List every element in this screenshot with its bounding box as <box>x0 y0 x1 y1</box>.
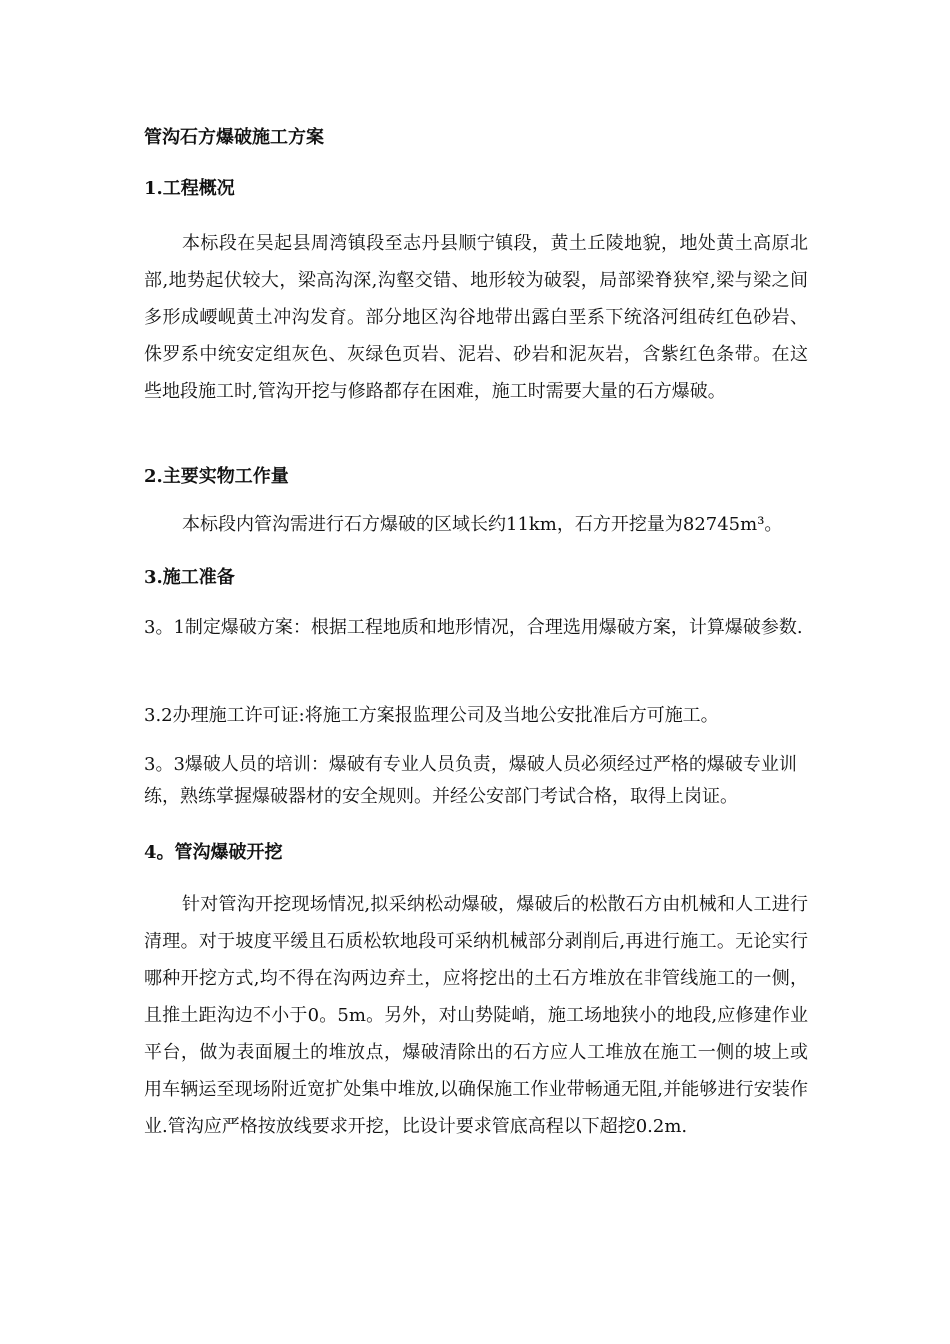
section-heading-workload: 2.主要实物工作量 <box>144 466 289 487</box>
overview-paragraph: 本标段在吴起县周湾镇段至志丹县顺宁镇段，黄土丘陵地貌，地处黄土高原北部,地势起伏较大，梁高沟深,沟壑交错、地形较为破裂，局部梁脊狭窄,梁与梁之间多形成崾岘黄土冲沟发育。部分地区沟谷地带出露白垩系下统洛河组砖红色砂岩、侏罗系中统安定组灰色、灰绿色页岩、泥岩、砂岩和泥灰岩，含紫红色条带。在这些地段施工时,管沟开挖与修路都存在困难，施工时需要大量的石方爆破。 <box>144 233 808 402</box>
section-heading-preparation: 3.施工准备 <box>144 567 235 588</box>
preparation-item-1: 3。1制定爆破方案：根据工程地质和地形情况，合理选用爆破方案，计算爆破参数. <box>144 617 803 638</box>
document-title: 管沟石方爆破施工方案 <box>144 127 324 148</box>
section-heading-overview: 1.工程概况 <box>144 178 235 199</box>
preparation-item-2: 3.2办理施工许可证:将施工方案报监理公司及当地公安批准后方可施工。 <box>144 705 719 726</box>
excavation-paragraph: 针对管沟开挖现场情况,拟采纳松动爆破，爆破后的松散石方由机械和人工进行清理。对于坡度平缓且石质松软地段可采纳机械部分剥削后,再进行施工。无论实行哪种开挖方式,均不得在沟两边弃土，应将挖出的土石方堆放在非管线施工的一侧，且推土距沟边不小于0。5m。另外，对山势陡峭，施工场地狭小的地段,应修建作业平台，做为表面履土的堆放点，爆破清除出的石方应人工堆放在施工一侧的坡上或用车辆运至现场附近宽扩处集中堆放,以确保施工作业带畅通无阻,并能够进行安装作业.管沟应严格按放线要求开挖，比设计要求管底高程以下超挖0.2m. <box>144 894 808 1137</box>
workload-paragraph: 本标段内管沟需进行石方爆破的区域长约11km，石方开挖量为82745m³。 <box>182 514 783 535</box>
preparation-item-3: 3。3爆破人员的培训：爆破有专业人员负责，爆破人员必须经过严格的爆破专业训练，熟练掌握爆破器材的安全规则。并经公安部门考试合格，取得上岗证。 <box>144 754 797 807</box>
section-heading-excavation: 4。管沟爆破开挖 <box>144 842 283 863</box>
